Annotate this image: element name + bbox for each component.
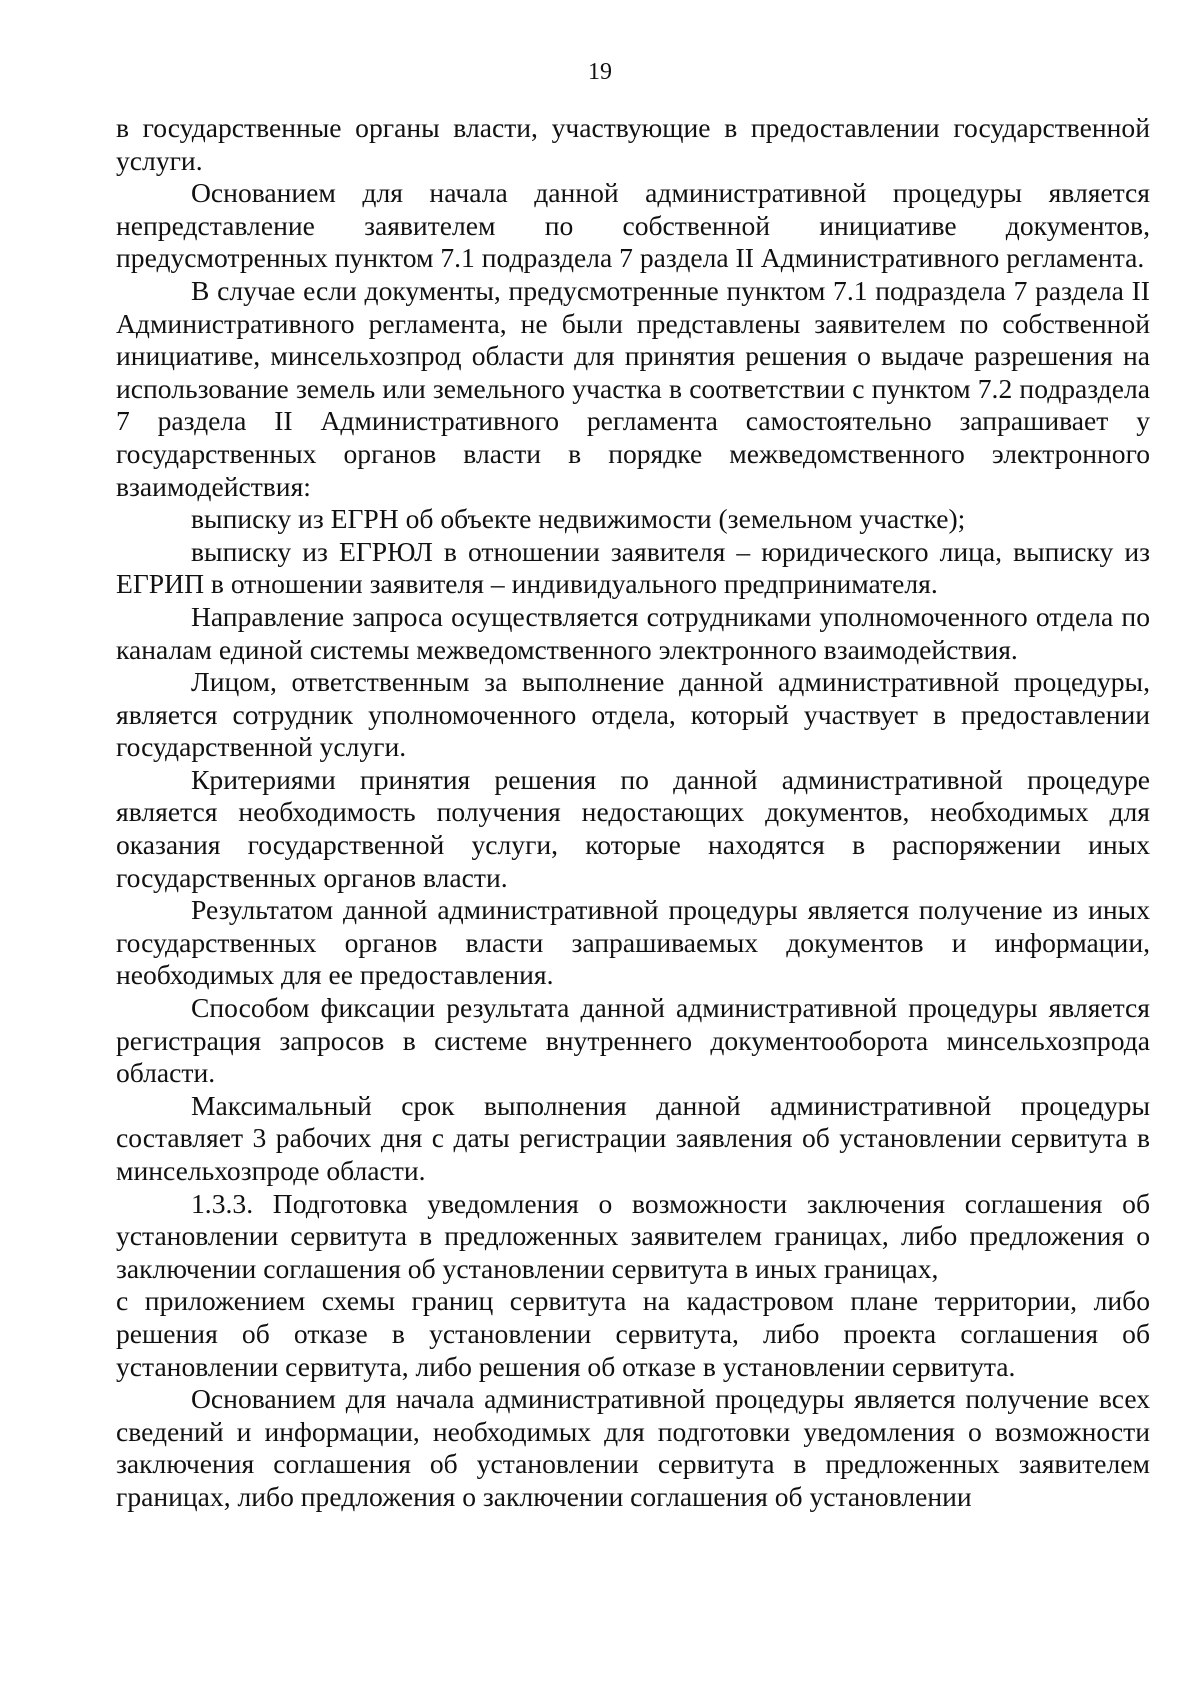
section-heading-paragraph: 1.3.3. Подготовка уведомления о возможности заключения соглашения об установлении сервитута в предложенных заявителем границах, либо предложения о заключении соглашения об установлении сервитута в иных границах, [116,1187,1150,1284]
paragraph: Основанием для начала данной административной процедуры является непредставление заявителем по собственной инициативе документов, предусмотренных пунктом 7.1 подраздела 7 раздела II Административного регламента. [116,177,1150,274]
document-body [116,112,1150,1514]
paragraph: в государственные органы власти, участвующие в предоставлении государственной услуги. [116,112,1150,176]
paragraph: выписку из ЕГРЮЛ в отношении заявителя – юридического лица, выписку из ЕГРИП в отношении заявителя – индивидуального предпринимателя. [116,535,1150,600]
paragraph: Критериями принятия решения по данной административной процедуре является необходимость получения недостающих документов, необходимых для оказания государственной услуги, которые находятся в распоряжении иных государственных органов власти. [116,763,1150,893]
paragraph: выписку из ЕГРН об объекте недвижимости (земельном участке); [191,503,966,535]
paragraph: Лицом, ответственным за выполнение данной административной процедуры, является сотрудник уполномоченного отдела, который участвует в предоставлении государственной услуги. [116,666,1150,763]
page-number: 19 [588,59,612,85]
paragraph: с приложением схемы границ сервитута на кадастровом плане территории, либо решения об отказе в установлении сервитута, либо проекта соглашения об установлении сервитута, либо решения об отказе в установлении сервитута. [116,1285,1150,1382]
paragraph: Результатом данной административной процедуры является получение из иных государственных органов власти запрашиваемых документов и информации, необходимых для ее предоставления. [116,894,1150,991]
paragraph: Способом фиксации результата данной административной процедуры является регистрация запросов в системе внутреннего документооборота минсельхозпрода области. [116,992,1150,1089]
paragraph: Основанием для начала административной процедуры является получение всех сведений и информации, необходимых для подготовки уведомления о возможности заключения соглашения об установлении сервитута в предложенных заявителем границах, либо предложения о заключении соглашения об установлении [116,1383,1150,1512]
paragraph: Максимальный срок выполнения данной административной процедуры составляет 3 рабочих дня с даты регистрации заявления об установлении сервитута в минсельхозпроде области. [116,1089,1150,1186]
paragraph: Направление запроса осуществляется сотрудниками уполномоченного отдела по каналам единой системы межведомственного электронного взаимодействия. [116,600,1150,665]
paragraph: В случае если документы, предусмотренные пунктом 7.1 подраздела 7 раздела II Административного регламента, не были представлены заявителем по собственной инициативе, минсельхозпрод области для принятия решения о выдаче разрешения на использование земель или земельного участка в соответствии с пунктом 7.2 подраздела 7 раздела II Административного регламента самостоятельно запрашивает у государственных органов власти в порядке межведомственного электронного взаимодействия: [116,274,1150,502]
